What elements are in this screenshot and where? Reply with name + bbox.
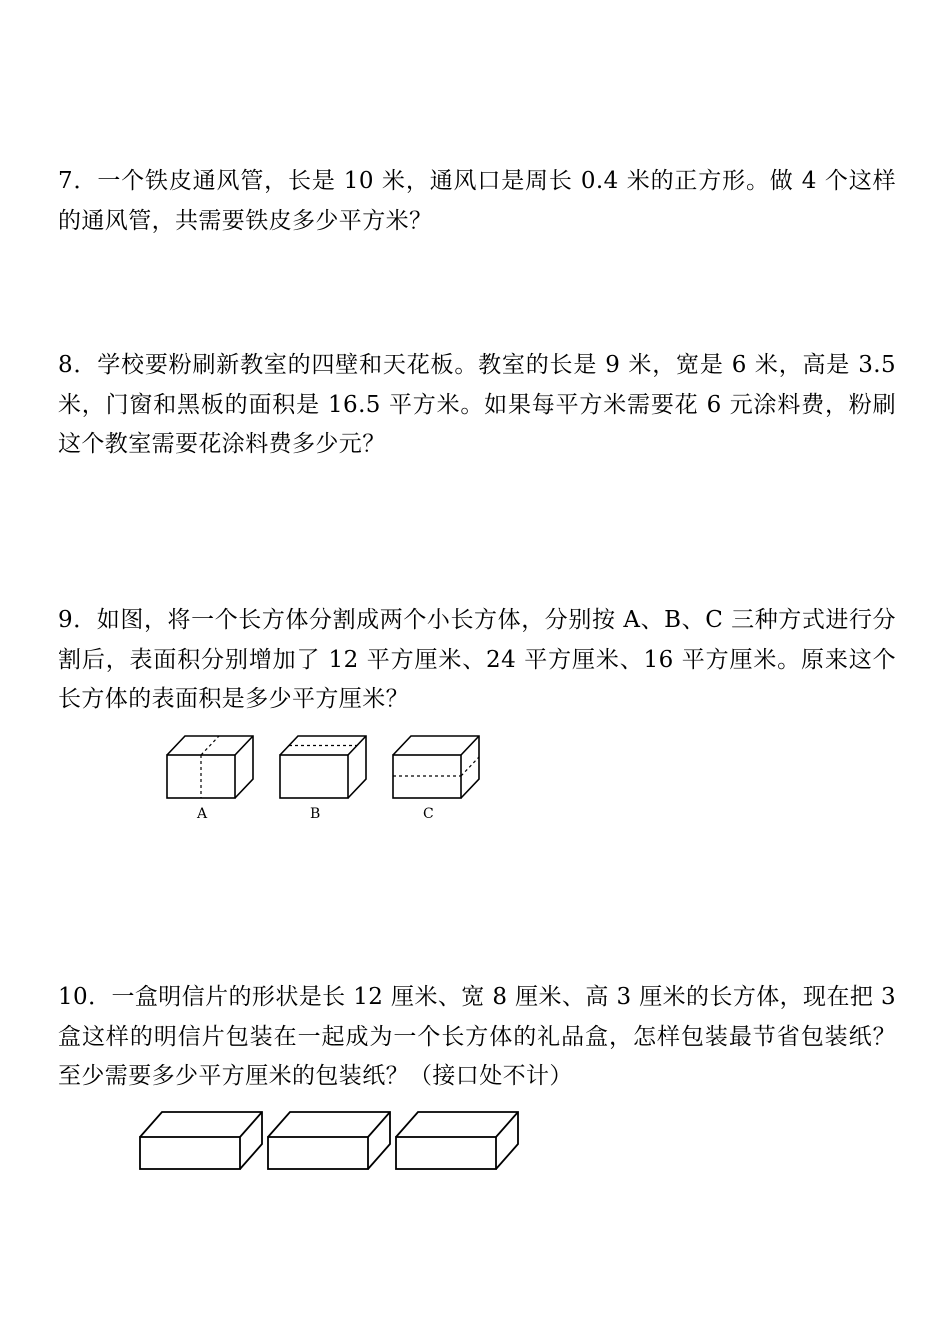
cut-line-c <box>393 757 479 776</box>
problem-7-text <box>58 162 896 241</box>
problem-10-number: 10． <box>58 984 112 1010</box>
postcard-box-3 <box>396 1112 518 1169</box>
problem-8-number: 8． <box>58 352 98 378</box>
problem-7-body: 一个铁皮通风管，长是 10 米，通风口是周长 0.4 米的正方形。做 4 个这样的通风管，共需要铁皮多少平方米？ <box>58 168 897 234</box>
problem-10-text <box>58 978 896 1097</box>
problem-9-number: 9． <box>58 607 97 633</box>
problem-10-figure <box>132 1105 522 1181</box>
figure-label-b: B <box>310 806 321 822</box>
cuboid-cut-diagram <box>160 730 490 830</box>
problem-7 <box>58 162 896 241</box>
figure-label-c: C <box>423 806 434 822</box>
cuboid-a <box>167 736 253 798</box>
cut-line-a <box>201 736 219 798</box>
problem-8 <box>58 346 896 465</box>
figure-label-a: A <box>197 806 208 822</box>
problem-8-text <box>58 346 896 465</box>
cuboid-b <box>280 736 366 798</box>
problem-10 <box>58 978 896 1097</box>
postcard-box-1 <box>140 1112 262 1169</box>
problem-9-text <box>58 601 896 720</box>
problem-9-body: 如图，将一个长方体分割成两个小长方体，分别按 A、B、C 三种方式进行分割后，表面积分别增加了 12 平方厘米、24 平方厘米、16 平方厘米。原来这个长方体的表面积是多少平方厘米？ <box>58 607 896 712</box>
problem-8-body: 学校要粉刷新教室的四壁和天花板。教室的长是 9 米，宽是 6 米，高是 3.5 米，门窗和黑板的面积是 16.5 平方米。如果每平方米需要花 6 元涂料费，粉刷这个教室需要花涂料费多少元？ <box>58 352 897 457</box>
cuboid-c <box>393 736 479 798</box>
postcard-boxes-diagram <box>132 1105 522 1177</box>
problem-7-number: 7． <box>58 168 98 194</box>
postcard-box-2 <box>268 1112 390 1169</box>
problem-9-figure <box>160 730 490 834</box>
problem-10-body: 一盒明信片的形状是长 12 厘米、宽 8 厘米、高 3 厘米的长方体，现在把 3 盒这样的明信片包装在一起成为一个长方体的礼品盒，怎样包装最节省包装纸？至少需要多少平方厘米的包装纸？（接口处不计） <box>58 984 897 1089</box>
problem-9 <box>58 601 896 720</box>
